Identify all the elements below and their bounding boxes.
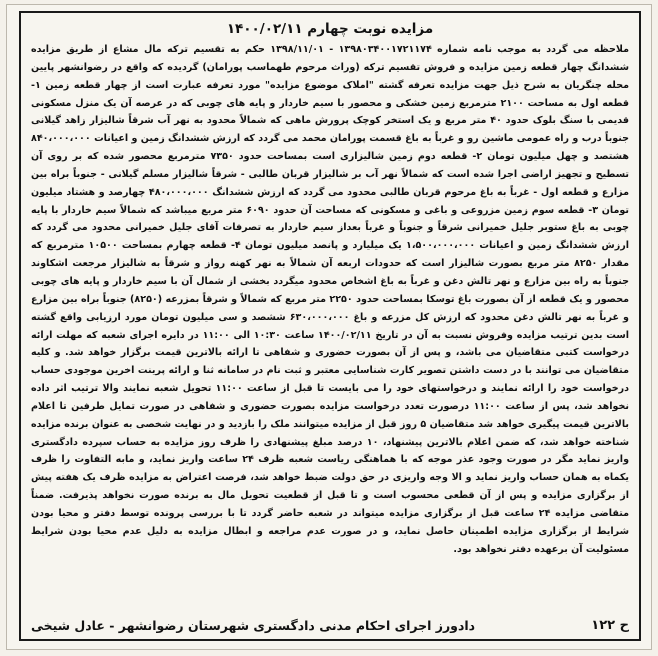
notice-code: ح ۱۲۲ [591, 618, 629, 633]
newspaper-clipping [6, 4, 652, 650]
notice-signature: دادورز اجرای احکام مدنی دادگستری شهرستان رضوانشهر - عادل شیخی [31, 618, 476, 633]
notice-frame [19, 11, 641, 641]
notice-body: ملاحظه می گردد به موجب نامه شماره ۱۳۹۸۰۳۴۰۰۱۷۲۱۱۷۴ - ۱۳۹۸/۱۱/۰۱ حکم به تقسیم ترکه مال مشاع از طریق مزایده ششدانگ چهار قطعه زمین مزایده و فروش تقسیم ترکه (وراث مرحوم طهماسب پورامان) گردیده که واقع در رضوانشهر پایین محله چنگریان به شرح ذیل جهت مزایده تعرفه گشته "املاک موضوع مزایده" مورد تعرفه عبارت است از چهار قطعه زمین ۱- قطعه اول به مساحت ۲۱۰۰ مترمربع زمین خشکی و محصور با سیم خاردار و پایه های چوبی که در عرصه آن یک منزل مسکونی قدیمی با سنگ بلوک حدود ۴۰ متر مربع و یک استخر کوچک پرورش ماهی که شمالاً محدود به نهر آب شرقاً شالیزار زاهد گیلانی جنوباً درب و راه عمومی ماشین رو و غرباً به باغ قسمت پورامان محمد می گردد که ارزش ششدانگ زمین و اعیانات ۸۴۰،۰۰۰،۰۰۰ هشتصد و چهل میلیون تومان ۲- قطعه دوم زمین شالیزاری است بمساحت حدود ۷۳۵۰ مترمربع محصور شده که بر روی آن تسطیح و تجهیز اراضی اجرا شده است که شمالاً نهر آب بر شالیزار قربان طالبی - شرقاً شالیزار مسلم گیلانی - جنوباً براه بین مزارع و قطعه اول - غرباً به باغ مرحوم قربان طالبی محدود می گردد که ارزش ششدانگ ۴۸۰،۰۰۰،۰۰۰ چهارصد و هشتاد میلیون تومان ۳- قطعه سوم زمین مزروعی و باغی و مسکونی که مساحت آن حدود ۶۰۹۰ متر مربع میباشد که شمالاً سیم خاردار با پایه چوبی به باغ ستوبر جلیل خمیرانی شرقاً و جنوباً و غرباً بعداز سیم خاردار به تصرفات آقای جلیل خمیرانی محدود می گردد که ارزش ششدانگ زمین و اعیانات ۱،۵۰۰،۰۰۰،۰۰۰ یک میلیارد و پانصد میلیون تومان ۴- قطعه چهارم بمساحت ۱۰۵۰۰ مترمربع که مقدار ۸۲۵۰ متر مربع بصورت شالیزار است که حدودات اربعه آن شمالاً به نهر کهنه رواز و شرقاً به شالیزار مرجعت اشکاوند جنوباً به راه بین مزارع و نهر تالش دغن و غرباً به باغ اشخاص محدود میگردد بخشی از شمال آن با سیم خاردار و پایه های چوبی محصور و یک قطعه از آن بصورت باغ توسکا بمساحت حدود ۲۲۵۰ متر مربع که شمالاً و شرقاً بمزرعه (۸۲۵۰) جنوباً براه بین مزارع و غرباً به نهر تالش دغن محدود که ارزش کل مزرعه و باغ ۶۳۰،۰۰۰،۰۰۰ ششصد و سی میلیون تومان مورد ارزیابی واقع گشته است بدین ترتیب مزایده وفروش نسبت به آن در تاریخ ۱۴۰۰/۰۲/۱۱ ساعت ۱۰:۳۰ الی ۱۱:۰۰ در دایره اجرای شعبه که مهلت ارائه درخواست کتبی متقاضیان می باشد، و پس از آن بصورت حضوری و شفاهی تا ارائه بالاترین قیمت برگزار خواهد شد. و کلیه متقاضیان می توانند با در دست داشتن تصویر کارت شناسایی معتبر و ثبت نام در سامانه ثنا و ارائه پرینت اخرین موجودی حساب درخواست خود را ارائه نمایند و درخواستهای خود را می بایست تا قبل از ساعت ۱۱:۰۰ تحویل شعبه نمایند والا ترتیب اثر داده نخواهد شد، پس از ساعت ۱۱:۰۰ درصورت تعدد درخواست مزایده بصورت حضوری و شفاهی در صورت تمایل طرفین تا اعلام بالاترین قیمت پیگیری خواهد شد متقاضیان ۵ روز قبل از مزایده میتوانند ملک را بازدید و در نهایت شخصی به عنوان برنده مزایده شناخته خواهد شد، که ضمن اعلام بالاترین پیشنهاد، ۱۰ درصد مبلغ پیشنهادی را ظرف روز مزایده به حساب سپرده دادگستری واریز نماید مگر در صورت وجود عذر موجه که با هماهنگی ریاست شعبه ظرف ۲۴ ساعت واریز نماید، و مابه التفاوت را ظرف یکماه به همان حساب واریز نماید و الا وجه واریزی در حق دولت ضبط خواهد شد، فرصت اعتراض به مزایده ظرف یک هفته پیش از برگزاری مزایده و پس از آن قطعی محسوب است و تا قبل از قطعیت تحویل مال به برنده صورت نخواهد پذیرفت. ضمناً متقاضی مزایده ۲۴ ساعت قبل از برگزاری مزایده میتواند در شعبه حاضر گردد تا با بررسی پرونده توسط دفتر و محیا بودن شرایط از برگزاری مزایده اطمینان حاصل نماید، و در صورت عدم مراجعه و ابطال مزایده به دلیل عدم محیا بودن شرایط مسئولیت آن برعهده دفتر نخواهد بود. [31, 44, 629, 555]
notice-title: مزایده نوبت چهارم ۱۴۰۰/۰۲/۱۱ [226, 21, 434, 37]
notice-footer [31, 618, 629, 633]
